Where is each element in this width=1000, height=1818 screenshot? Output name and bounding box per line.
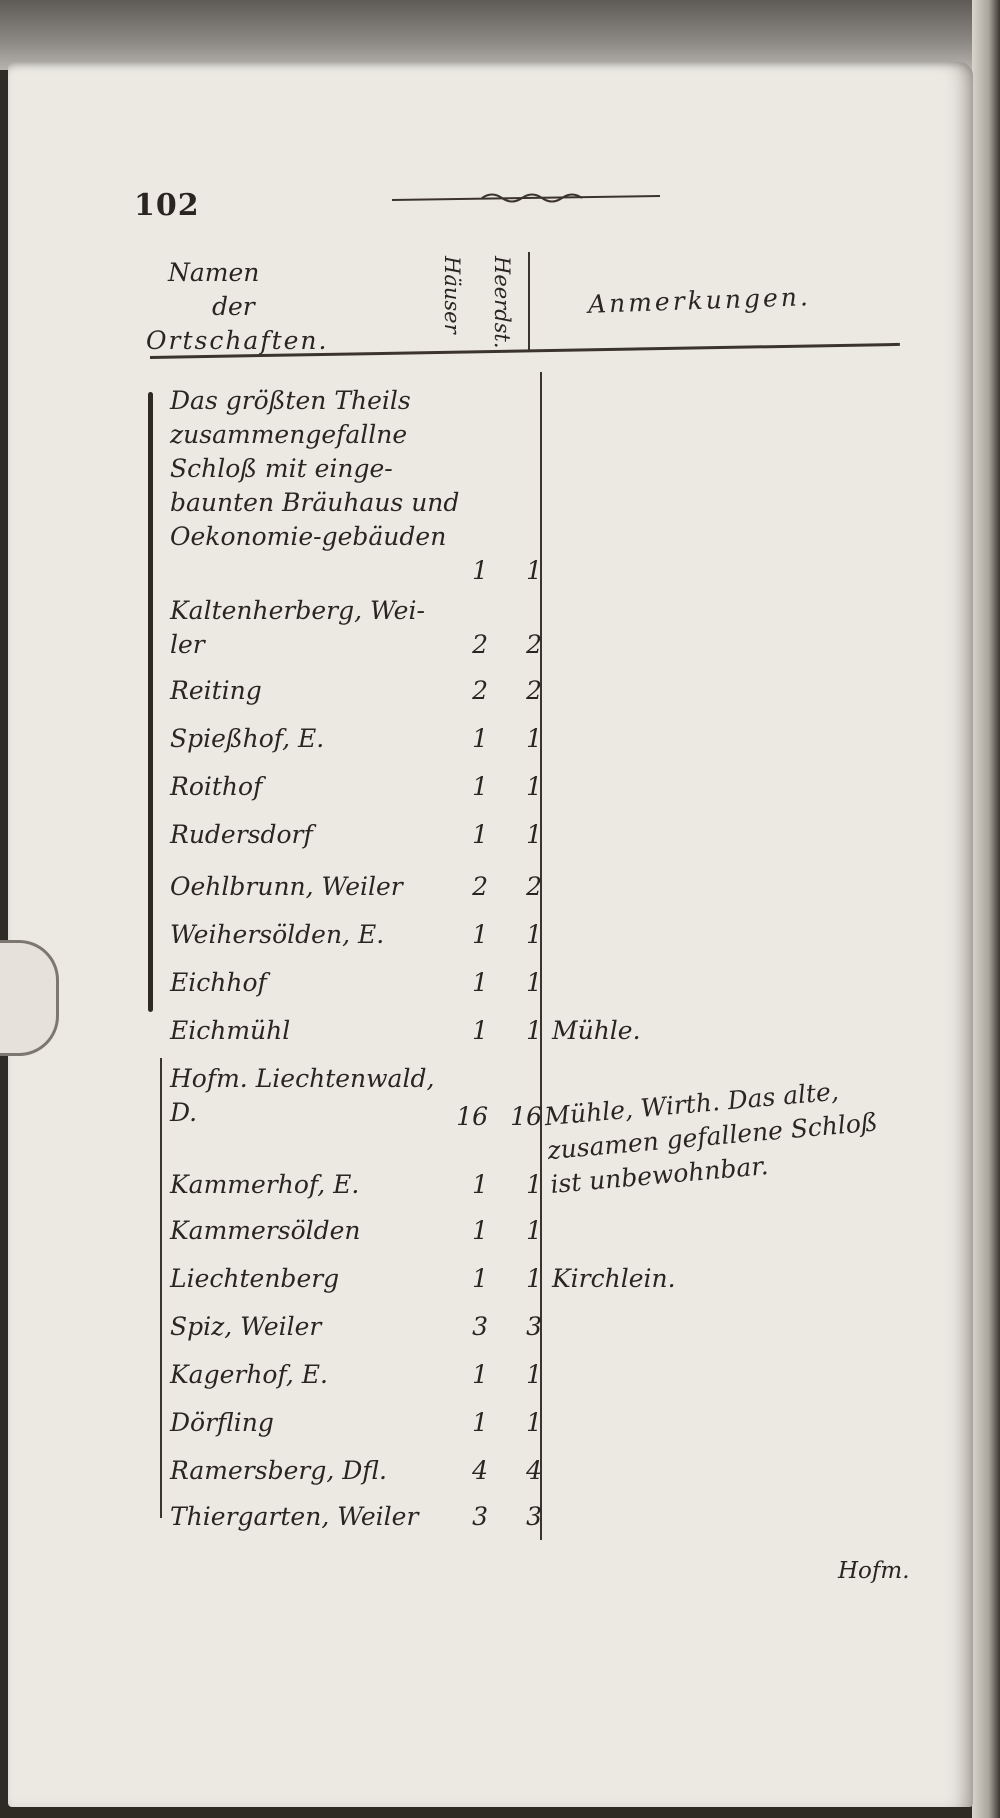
- houses-count: 1: [472, 772, 488, 801]
- page-clasp: [0, 940, 59, 1056]
- houses-count: 2: [472, 676, 488, 705]
- ornament-rule: [392, 188, 660, 208]
- place-name: Kaltenherberg, Wei-ler: [170, 596, 425, 659]
- hearths-count: 1: [526, 724, 542, 753]
- place-name: Spiz, Weiler: [170, 1312, 322, 1341]
- houses-count: 4: [472, 1456, 488, 1485]
- hearths-count: 16: [510, 1102, 542, 1131]
- hearths-count: 1: [526, 1360, 542, 1389]
- remark: Mühle, Wirth. Das alte, zusamen gefallene Schloß ist unbewohnbar.: [543, 1076, 879, 1200]
- hearths-count: 1: [526, 1170, 542, 1199]
- table-row: [170, 594, 730, 662]
- houses-count: 1: [472, 724, 488, 753]
- houses-count: 2: [472, 630, 488, 659]
- header-names-line2: der: [212, 292, 255, 321]
- column-header-names: [146, 256, 376, 358]
- hearths-count: 2: [526, 872, 542, 901]
- place-name: Weihersölden, E.: [170, 920, 385, 949]
- place-name: Das größten Theils zusammengefallne Schloß mit einge-baunten Bräuhaus und Oekonomie-gebäuden: [170, 386, 460, 551]
- book-spine-edge: [972, 0, 1000, 1818]
- houses-count: 1: [472, 556, 488, 585]
- houses-count: 1: [472, 820, 488, 849]
- place-name: Spießhof, E.: [170, 724, 325, 753]
- houses-count: 1: [472, 920, 488, 949]
- hearths-count: 1: [526, 820, 542, 849]
- place-name: Kammerhof, E.: [170, 1170, 360, 1199]
- column-header-hearths: Heerdst.: [490, 256, 514, 349]
- houses-count: 1: [472, 1016, 488, 1045]
- place-name: Liechtenberg: [170, 1264, 340, 1293]
- place-name: Reiting: [170, 676, 262, 705]
- place-name: Thiergarten, Weiler: [170, 1502, 419, 1531]
- houses-count: 3: [472, 1502, 488, 1531]
- hearths-count: 1: [526, 1264, 542, 1293]
- place-name: Rudersdorf: [170, 820, 313, 849]
- houses-count: 1: [472, 1216, 488, 1245]
- houses-count: 1: [472, 1170, 488, 1199]
- hearths-count: 1: [526, 968, 542, 997]
- place-name: Oehlbrunn, Weiler: [170, 872, 403, 901]
- header-names-line3: Ortschaften.: [146, 326, 329, 355]
- houses-count: 2: [472, 872, 488, 901]
- book-top-edge: [0, 0, 1000, 70]
- column-header-notes: Anmerkungen.: [587, 282, 812, 319]
- column-header-houses: Häuser: [440, 256, 464, 334]
- header-names-line1: Namen: [168, 258, 260, 287]
- place-name: Hofm. Liechtenwald, D.: [170, 1064, 435, 1127]
- place-name: Eichhof: [170, 968, 267, 997]
- houses-count: 1: [472, 1264, 488, 1293]
- hearths-count: 1: [526, 1408, 542, 1437]
- place-name: Kagerhof, E.: [170, 1360, 328, 1389]
- houses-count: 1: [472, 968, 488, 997]
- place-name: Roithof: [170, 772, 263, 801]
- houses-count: 1: [472, 1408, 488, 1437]
- group-bracket-1: [148, 392, 153, 1012]
- hearths-count: 4: [526, 1456, 542, 1485]
- page-number: 102: [134, 188, 200, 223]
- hearths-count: 1: [526, 556, 542, 585]
- place-name: Eichmühl: [170, 1016, 291, 1045]
- place-name: Kammersölden: [170, 1216, 361, 1245]
- hearths-count: 2: [526, 676, 542, 705]
- remark: Kirchlein.: [552, 1264, 676, 1293]
- hearths-count: 1: [526, 920, 542, 949]
- place-name: Ramersberg, Dfl.: [170, 1456, 387, 1485]
- houses-count: 1: [472, 1360, 488, 1389]
- place-name: Dörfling: [170, 1408, 274, 1437]
- header-divider: [528, 252, 530, 352]
- hearths-count: 2: [526, 630, 542, 659]
- hearths-count: 1: [526, 1216, 542, 1245]
- hearths-count: 1: [526, 772, 542, 801]
- houses-count: 16: [456, 1102, 488, 1131]
- catchword: Hofm.: [838, 1558, 910, 1584]
- table-row: [170, 384, 730, 588]
- houses-count: 3: [472, 1312, 488, 1341]
- hearths-count: 3: [526, 1502, 542, 1531]
- group-bracket-2: [160, 1058, 162, 1518]
- hearths-count: 1: [526, 1016, 542, 1045]
- hearths-count: 3: [526, 1312, 542, 1341]
- remark: Mühle.: [552, 1016, 641, 1045]
